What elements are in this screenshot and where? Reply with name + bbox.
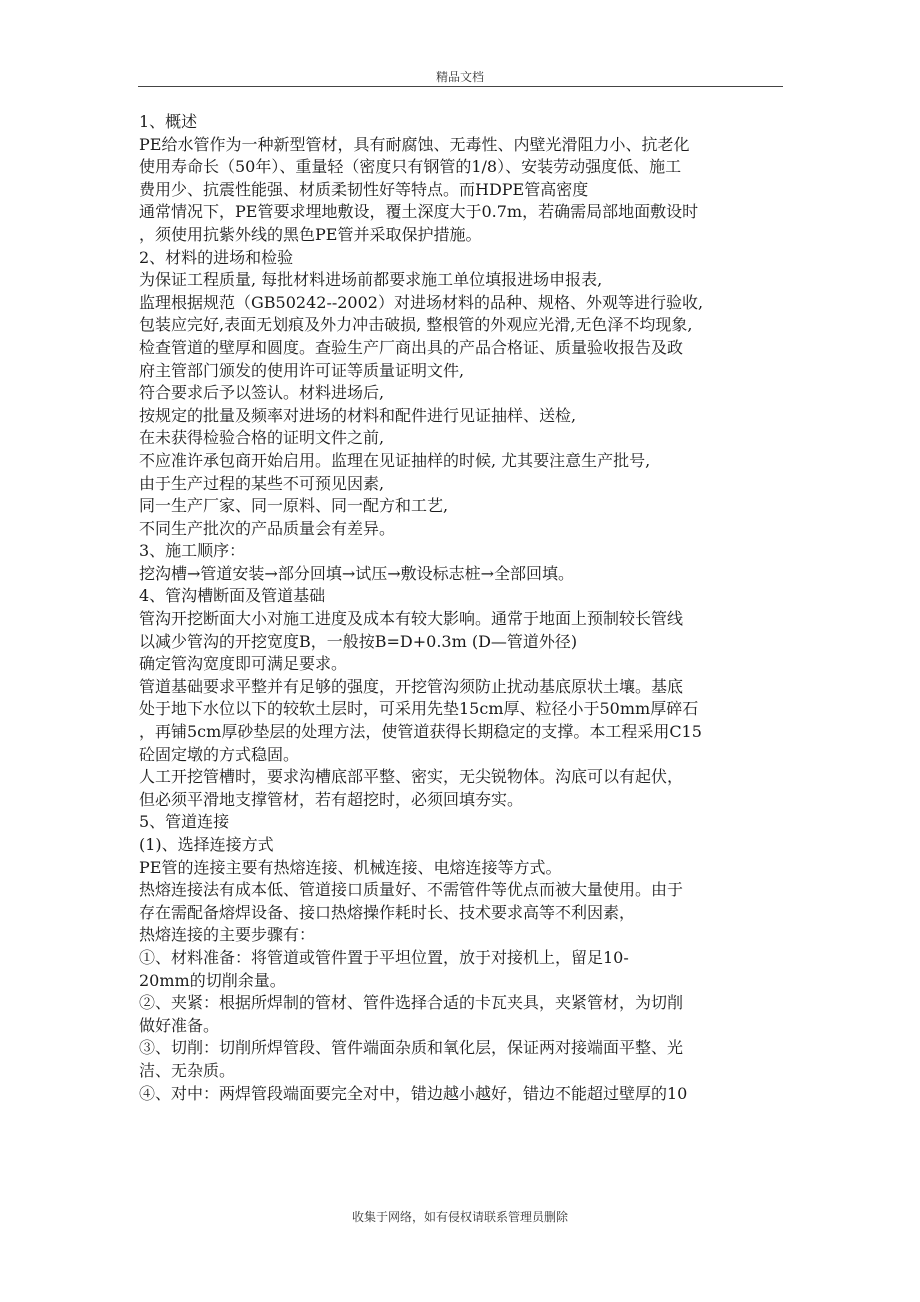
text-line: 热熔连接的主要步骤有： [139,925,316,945]
text-line: 为保证工程质量, 每批材料进场前都要求施工单位填报进场申报表, [139,270,603,290]
text-line: 砼固定墩的方式稳固。 [139,744,300,764]
text-line: 20mm的切削余量。 [139,970,286,990]
text-line: ，须使用抗紫外线的黑色PE管并采取保护措施。 [139,224,482,244]
text-line: PE给水管作为一种新型管材，具有耐腐蚀、无毒性、内壁光滑阻力小、抗老化 [139,134,690,154]
text-line: 检查管道的壁厚和圆度。查验生产厂商出具的产品合格证、质量验收报告及政 [139,337,684,357]
text-line: 存在需配备熔焊设备、接口热熔操作耗时长、技术要求高等不利因素， [139,902,636,922]
text-line: 3、施工顺序： [139,541,246,561]
text-line: ④、对中：两焊管段端面要完全对中，错边越小越好，错边不能超过壁厚的10 [139,1083,688,1103]
text-line: 费用少、抗震性能强、材质柔韧性好等特点。而HDPE管高密度 [139,179,589,199]
text-line: 但必须平滑地支撑管材，若有超挖时，必须回填夯实。 [139,789,524,809]
text-line: 管沟开挖断面大小对施工进度及成本有较大影响。通常于地面上预制较长管线 [139,609,684,629]
text-line: 府主管部门颁发的使用许可证等质量证明文件, [139,360,465,380]
text-line: 不应准许承包商开始启用。监理在见证抽样的时候, 尤其要注意生产批号, [139,450,651,470]
text-line: ，再铺5cm厚砂垫层的处理方法，使管道获得长期稳定的支撑。本工程采用C15 [139,722,702,742]
text-line: 通常情况下，PE管要求埋地敷设，覆土深度大于0.7m，若确需局部地面敷设时 [139,202,699,222]
document-body [139,111,789,1105]
text-line: 5、管道连接 [139,812,230,832]
text-line: 以减少管沟的开挖宽度B，一般按B=D+0.3m (D—管道外径) [139,631,578,651]
text-line: 4、管沟槽断面及管道基础 [139,586,326,606]
text-line: 处于地下水位以下的较软土层时，可采用先垫15cm厚、粒径小于50mm厚碎石 [139,699,699,719]
text-line: 在未获得检验合格的证明文件之前, [139,428,385,448]
text-line: ①、材料准备：将管道或管件置于平坦位置，放于对接机上，留足10- [139,947,629,967]
text-line: 人工开挖管槽时，要求沟槽底部平整、密实，无尖锐物体。沟底可以有起伏， [139,767,684,787]
text-line: ③、切削：切削所焊管段、管件端面杂质和氧化层，保证两对接端面平整、光 [139,1038,684,1058]
text-line: 1、概述 [139,112,198,131]
text-line: 按规定的批量及频率对进场的材料和配件进行见证抽样、送检, [139,405,577,425]
text-line: 使用寿命长（50年）、重量轻（密度只有钢管的1/8）、安装劳动强度低、施工 [139,157,682,177]
text-line: 做好准备。 [139,1015,220,1035]
text-line: 确定管沟宽度即可满足要求。 [139,654,348,674]
text-line: 管道基础要求平整并有足够的强度，开挖管沟须防止扰动基底原状土壤。基底 [139,676,684,696]
text-line: 同一生产厂家、同一原料、同一配方和工艺, [139,496,449,516]
page-footer: 收集于网络，如有侵权请联系管理员删除 [351,1210,568,1224]
text-line: PE管的连接主要有热熔连接、机械连接、电熔连接等方式。 [139,857,562,877]
text-line: (1)、选择连接方式 [139,835,274,854]
text-line: 符合要求后予以签认。材料进场后, [139,383,385,403]
text-line: 不同生产批次的产品质量会有差异。 [139,518,396,538]
text-line: 监理根据规范（GB50242--2002）对进场材料的品种、规格、外观等进行验收, [139,292,704,312]
text-line: 洁、无杂质。 [139,1060,236,1080]
page-header: 精品文档 [435,70,484,84]
text-line: 由于生产过程的某些不可预见因素, [139,473,385,493]
header-divider [138,86,783,87]
text-line: ②、夹紧：根据所焊制的管材、管件选择合适的卡瓦夹具，夹紧管材，为切削 [139,993,684,1013]
text-line: 挖沟槽→管道安装→部分回填→试压→敷设标志桩→全部回填。 [139,563,575,583]
text-line: 2、材料的进场和检验 [139,247,294,267]
text-line: 包装应完好,表面无划痕及外力冲击破损, 整根管的外观应光滑,无色泽不均现象, [139,315,693,335]
text-line: 热熔连接法有成本低、管道接口质量好、不需管件等优点而被大量使用。由于 [139,880,684,900]
